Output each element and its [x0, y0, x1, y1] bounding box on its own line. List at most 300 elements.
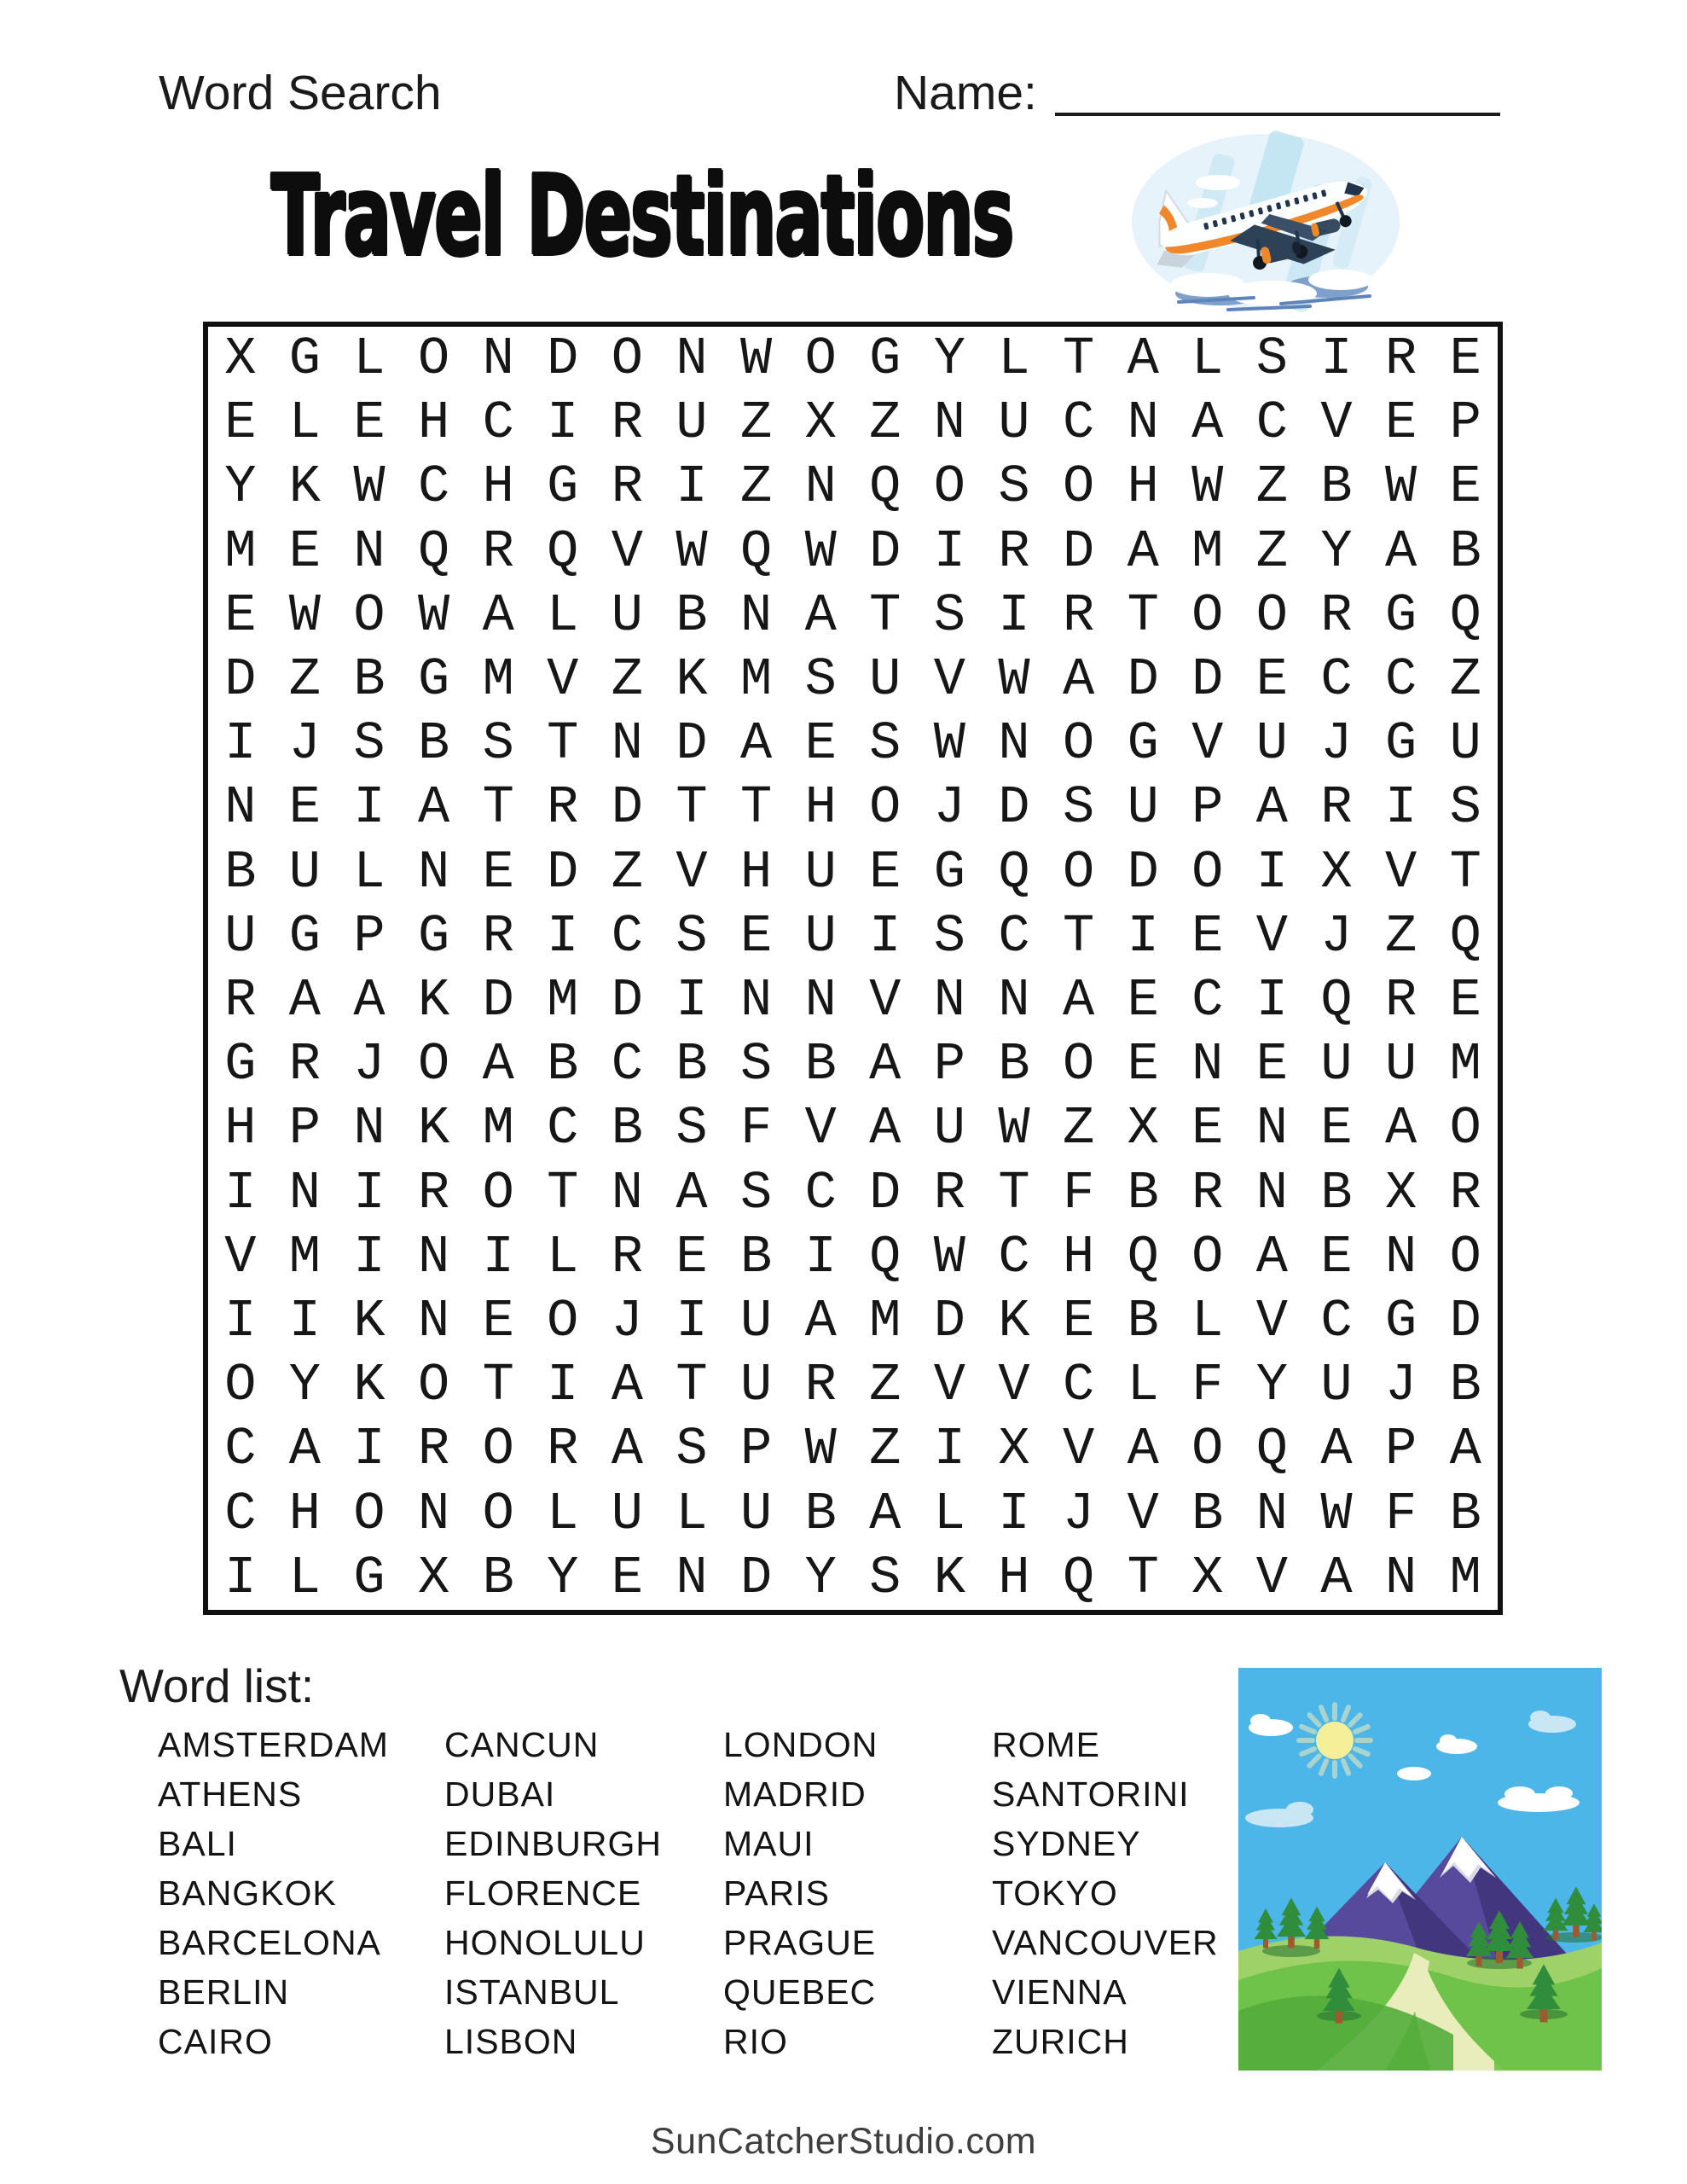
- grid-letter: O: [1062, 1034, 1095, 1095]
- word-list-item: EDINBURGH: [444, 1824, 663, 1863]
- grid-letter: U: [675, 392, 708, 454]
- grid-letter: N: [417, 1291, 450, 1352]
- word-list-item: ZURICH: [992, 2022, 1129, 2061]
- grid-letter: F: [1062, 1162, 1095, 1223]
- footer-site-text: SunCatcherStudio.com: [650, 2121, 1037, 2162]
- word-list-item: BERLIN: [158, 1972, 290, 2012]
- grid-letter: A: [1127, 520, 1159, 582]
- grid-letter: O: [353, 1483, 386, 1544]
- grid-letter: V: [1255, 905, 1288, 967]
- grid-letter: O: [482, 1162, 514, 1223]
- grid-letter: G: [288, 905, 321, 967]
- grid-letter: H: [482, 456, 514, 518]
- word-list-item: ROME: [992, 1725, 1100, 1764]
- grid-letter: I: [675, 1291, 708, 1352]
- grid-letter: E: [1320, 1226, 1353, 1287]
- grid-letter: R: [611, 392, 643, 454]
- grid-letter: J: [611, 1291, 643, 1352]
- word-list-item: MAUI: [723, 1824, 815, 1863]
- grid-letter: K: [998, 1291, 1030, 1352]
- grid-letter: B: [1449, 520, 1481, 582]
- grid-letter: E: [1320, 1098, 1353, 1159]
- word-list-item: VANCOUVER: [992, 1923, 1219, 1962]
- grid-letter: N: [1384, 1226, 1417, 1287]
- grid-letter: P: [1449, 392, 1481, 454]
- grid-letter: W: [1384, 456, 1417, 518]
- grid-letter: R: [1320, 777, 1353, 839]
- grid-letter: T: [482, 777, 514, 839]
- grid-letter: Y: [804, 1547, 837, 1608]
- grid-letter: X: [417, 1547, 450, 1608]
- grid-letter: Z: [869, 1419, 901, 1480]
- grid-letter: G: [417, 905, 450, 967]
- grid-letter: U: [739, 1355, 773, 1416]
- grid-letter: U: [1384, 1034, 1417, 1095]
- grid-letter: C: [1255, 392, 1288, 454]
- grid-letter: V: [933, 1355, 965, 1416]
- name-blank-line: [1055, 78, 1500, 116]
- grid-letter: R: [804, 1355, 837, 1416]
- grid-letter: L: [675, 1483, 708, 1544]
- grid-letter: R: [1384, 328, 1417, 390]
- grid-letter: X: [224, 328, 257, 390]
- grid-letter: A: [804, 584, 837, 646]
- grid-letter: N: [998, 713, 1030, 775]
- grid-letter: N: [417, 841, 450, 903]
- grid-letter: R: [417, 1162, 450, 1223]
- grid-letter: T: [675, 1355, 708, 1416]
- grid-letter: A: [1127, 1419, 1159, 1480]
- word-list-item: QUEBEC: [723, 1972, 877, 2012]
- grid-letter: I: [933, 520, 965, 582]
- word-list-item: BANGKOK: [158, 1873, 337, 1913]
- grid-letter: O: [804, 328, 837, 390]
- grid-letter: E: [1127, 970, 1159, 1031]
- grid-letter: U: [1320, 1034, 1353, 1095]
- grid-letter: D: [933, 1291, 965, 1352]
- grid-letter: R: [1449, 1162, 1481, 1223]
- grid-letter: A: [482, 1034, 514, 1095]
- grid-letter: P: [1384, 1419, 1417, 1480]
- word-list-item: ATHENS: [158, 1774, 303, 1814]
- puzzle-title: Travel Destinations: [271, 151, 1013, 281]
- grid-letter: U: [1320, 1355, 1353, 1416]
- grid-letter: X: [1384, 1162, 1417, 1223]
- grid-letter: L: [288, 1547, 321, 1608]
- grid-letter: E: [1449, 328, 1481, 390]
- grid-letter: H: [1127, 456, 1159, 518]
- grid-letter: U: [933, 1098, 965, 1159]
- grid-letter: D: [739, 1547, 773, 1608]
- grid-letter: O: [353, 584, 386, 646]
- grid-letter: G: [224, 1034, 257, 1095]
- grid-letter: C: [1320, 649, 1353, 711]
- grid-letter: O: [482, 1419, 514, 1480]
- grid-letter: A: [1255, 1226, 1288, 1287]
- grid-letter: N: [1191, 1034, 1224, 1095]
- grid-letter: A: [288, 970, 321, 1031]
- grid-letter: N: [804, 456, 837, 518]
- grid-letter: E: [224, 584, 257, 646]
- grid-letter: E: [482, 1291, 514, 1352]
- grid-letter: R: [611, 1226, 643, 1287]
- grid-letter: N: [739, 584, 773, 646]
- grid-letter: S: [1062, 777, 1095, 839]
- grid-letter: Z: [1062, 1098, 1095, 1159]
- grid-letter: P: [933, 1034, 965, 1095]
- grid-letter: N: [739, 970, 773, 1031]
- grid-letter: J: [1320, 905, 1353, 967]
- grid-letter: A: [869, 1034, 901, 1095]
- grid-letter: T: [675, 777, 708, 839]
- grid-letter: E: [1127, 1034, 1159, 1095]
- grid-letter: D: [224, 649, 257, 711]
- grid-letter: H: [804, 777, 837, 839]
- grid-letter: G: [933, 841, 965, 903]
- grid-letter: N: [1127, 392, 1159, 454]
- grid-letter: O: [933, 456, 965, 518]
- grid-letter: A: [1127, 328, 1159, 390]
- grid-letter: A: [1320, 1547, 1353, 1608]
- grid-letter: U: [804, 905, 837, 967]
- grid-letter: I: [353, 1226, 386, 1287]
- grid-letter: W: [1320, 1483, 1353, 1544]
- grid-letter: N: [675, 328, 708, 390]
- grid-letter: I: [998, 1483, 1030, 1544]
- grid-letter: S: [353, 713, 386, 775]
- grid-letter: G: [353, 1547, 386, 1608]
- grid-letter: I: [224, 1162, 257, 1223]
- grid-letter: Z: [869, 1355, 901, 1416]
- grid-letter: O: [1062, 456, 1095, 518]
- grid-letter: G: [1384, 1291, 1417, 1352]
- grid-letter: D: [547, 328, 579, 390]
- grid-letter: I: [353, 1419, 386, 1480]
- grid-letter: W: [933, 1226, 965, 1287]
- grid-letter: I: [869, 905, 901, 967]
- grid-letter: O: [1449, 1098, 1481, 1159]
- grid-letter: P: [353, 905, 386, 967]
- word-list-item: TOKYO: [992, 1873, 1118, 1913]
- grid-letter: R: [417, 1419, 450, 1480]
- grid-letter: B: [675, 584, 708, 646]
- grid-letter: J: [1320, 713, 1353, 775]
- grid-letter: A: [869, 1098, 901, 1159]
- grid-letter: E: [804, 713, 837, 775]
- grid-letter: O: [1191, 1419, 1224, 1480]
- grid-letter: A: [1449, 1419, 1481, 1480]
- grid-letter: I: [675, 456, 708, 518]
- grid-letter: B: [547, 1034, 579, 1095]
- grid-letter: N: [933, 970, 965, 1031]
- word-list-item: PARIS: [723, 1873, 830, 1913]
- grid-letter: I: [353, 1162, 386, 1223]
- grid-letter: D: [611, 777, 643, 839]
- grid-letter: R: [611, 456, 643, 518]
- airplane-illustration: [1126, 126, 1409, 316]
- grid-letter: T: [547, 1162, 579, 1223]
- grid-letter: R: [933, 1162, 965, 1223]
- grid-letter: D: [675, 713, 708, 775]
- grid-letter: I: [224, 1291, 257, 1352]
- word-list-item: RIO: [723, 2022, 788, 2061]
- grid-letter: H: [1062, 1226, 1095, 1287]
- grid-letter: A: [1255, 777, 1288, 839]
- grid-letter: R: [224, 970, 257, 1031]
- grid-letter: T: [1062, 328, 1095, 390]
- grid-letter: N: [998, 970, 1030, 1031]
- grid-letter: B: [224, 841, 257, 903]
- grid-letter: Z: [1255, 456, 1288, 518]
- word-list-column: [723, 1720, 1005, 2066]
- word-list-item: BALI: [158, 1824, 237, 1863]
- grid-letter: Z: [611, 841, 643, 903]
- grid-letter: Z: [611, 649, 643, 711]
- grid-letter: O: [1062, 841, 1095, 903]
- grid-letter: S: [739, 1034, 773, 1095]
- word-list-item: MADRID: [723, 1774, 867, 1814]
- grid-letter: O: [611, 328, 643, 390]
- grid-letter: P: [1191, 777, 1224, 839]
- grid-letter: W: [675, 520, 708, 582]
- grid-letter: I: [224, 1547, 257, 1608]
- word-list-item: AMSTERDAM: [158, 1725, 389, 1764]
- grid-letter: Q: [1062, 1547, 1095, 1608]
- grid-letter: A: [353, 970, 386, 1031]
- grid-letter: A: [417, 777, 450, 839]
- grid-letter: A: [804, 1291, 837, 1352]
- grid-letter: E: [353, 392, 386, 454]
- grid-letter: T: [547, 713, 579, 775]
- grid-letter: Q: [417, 520, 450, 582]
- grid-letter: T: [1449, 841, 1481, 903]
- grid-letter: G: [869, 328, 901, 390]
- grid-letter: Q: [1449, 905, 1481, 967]
- grid-letter: W: [998, 1098, 1030, 1159]
- grid-letter: R: [482, 905, 514, 967]
- grid-letter: S: [933, 584, 965, 646]
- grid-letter: Y: [933, 328, 965, 390]
- grid-letter: S: [675, 1419, 708, 1480]
- grid-letter: G: [417, 649, 450, 711]
- grid-letter: I: [998, 584, 1030, 646]
- grid-letter: M: [482, 649, 514, 711]
- grid-letter: V: [1255, 1547, 1288, 1608]
- grid-letter: D: [998, 777, 1030, 839]
- grid-letter: N: [353, 1098, 386, 1159]
- grid-letter: Q: [1449, 584, 1481, 646]
- grid-letter: E: [869, 841, 901, 903]
- grid-letter: S: [804, 649, 837, 711]
- grid-letter: I: [1255, 970, 1288, 1031]
- grid-letter: Q: [1320, 970, 1353, 1031]
- grid-letter: E: [675, 1226, 708, 1287]
- grid-letter: M: [288, 1226, 321, 1287]
- grid-letter: I: [1127, 905, 1159, 967]
- word-list-column: [992, 1720, 1273, 2066]
- grid-letter: J: [288, 713, 321, 775]
- grid-letter: B: [1320, 456, 1353, 518]
- grid-letter: J: [1062, 1483, 1095, 1544]
- grid-letter: A: [739, 713, 773, 775]
- grid-letter: W: [804, 1419, 837, 1480]
- word-list-item: HONOLULU: [444, 1923, 646, 1962]
- grid-letter: W: [1191, 456, 1224, 518]
- grid-letter: T: [1062, 905, 1095, 967]
- grid-letter: R: [547, 1419, 579, 1480]
- grid-letter: Z: [1384, 905, 1417, 967]
- grid-letter: K: [933, 1547, 965, 1608]
- word-list-item: DUBAI: [444, 1774, 556, 1814]
- grid-letter: I: [547, 905, 579, 967]
- grid-letter: B: [1449, 1355, 1481, 1416]
- grid-letter: K: [288, 456, 321, 518]
- grid-letter: D: [1062, 520, 1095, 582]
- grid-letter: D: [1127, 649, 1159, 711]
- grid-letter: N: [1255, 1162, 1288, 1223]
- grid-letter: S: [675, 1098, 708, 1159]
- grid-letter: F: [739, 1098, 773, 1159]
- grid-letter: B: [675, 1034, 708, 1095]
- grid-letter: I: [1255, 841, 1288, 903]
- grid-letter: V: [224, 1226, 257, 1287]
- grid-letter: O: [869, 777, 901, 839]
- grid-letter: S: [482, 713, 514, 775]
- grid-letter: L: [288, 392, 321, 454]
- grid-letter: E: [1191, 905, 1224, 967]
- grid-letter: O: [417, 328, 450, 390]
- grid-letter: E: [482, 841, 514, 903]
- grid-letter: W: [353, 456, 386, 518]
- grid-letter: O: [224, 1355, 257, 1416]
- grid-letter: T: [739, 777, 773, 839]
- grid-letter: W: [417, 584, 450, 646]
- grid-letter: S: [869, 1547, 901, 1608]
- grid-letter: M: [482, 1098, 514, 1159]
- grid-letter: W: [998, 649, 1030, 711]
- grid-letter: R: [482, 520, 514, 582]
- grid-letter: W: [933, 713, 965, 775]
- grid-letter: T: [869, 584, 901, 646]
- grid-letter: Z: [1255, 520, 1288, 582]
- grid-letter: R: [547, 777, 579, 839]
- grid-letter: J: [1384, 1355, 1417, 1416]
- grid-letter: U: [611, 584, 643, 646]
- grid-letter: Q: [1255, 1419, 1288, 1480]
- grid-letter: V: [998, 1355, 1030, 1416]
- grid-letter: K: [417, 970, 450, 1031]
- grid-letter: V: [1384, 841, 1417, 903]
- grid-letter: V: [804, 1098, 837, 1159]
- grid-letter: Z: [288, 649, 321, 711]
- grid-letter: E: [1384, 392, 1417, 454]
- word-list-item: FLORENCE: [444, 1873, 642, 1913]
- grid-letter: F: [1384, 1483, 1417, 1544]
- grid-letter: L: [1191, 1291, 1224, 1352]
- grid-letter: O: [1191, 841, 1224, 903]
- grid-letter: E: [1062, 1291, 1095, 1352]
- grid-letter: N: [1255, 1483, 1288, 1544]
- grid-letter: I: [675, 970, 708, 1031]
- grid-letter: L: [353, 841, 386, 903]
- grid-letter: D: [1191, 649, 1224, 711]
- grid-letter: I: [1320, 328, 1353, 390]
- grid-letter: H: [417, 392, 450, 454]
- word-list-item: CANCUN: [444, 1725, 600, 1764]
- grid-letter: M: [1449, 1034, 1481, 1095]
- grid-letter: N: [611, 713, 643, 775]
- grid-letter: A: [611, 1355, 643, 1416]
- grid-letter: M: [739, 649, 773, 711]
- word-list: [158, 1720, 1232, 2078]
- grid-letter: N: [353, 520, 386, 582]
- grid-letter: B: [1191, 1483, 1224, 1544]
- grid-letter: E: [1449, 970, 1481, 1031]
- grid-letter: J: [353, 1034, 386, 1095]
- grid-letter: B: [611, 1098, 643, 1159]
- grid-letter: E: [1449, 456, 1481, 518]
- grid-letter: K: [353, 1355, 386, 1416]
- grid-letter: B: [1320, 1162, 1353, 1223]
- grid-letter: D: [482, 970, 514, 1031]
- grid-letter: N: [288, 1162, 321, 1223]
- grid-letter: O: [482, 1483, 514, 1544]
- grid-letter: G: [1384, 584, 1417, 646]
- grid-letter: U: [1449, 713, 1481, 775]
- grid-letter: U: [224, 905, 257, 967]
- word-list-item: VIENNA: [992, 1972, 1128, 2012]
- grid-letter: L: [933, 1483, 965, 1544]
- puzzle-grid: [203, 322, 1503, 1615]
- grid-letter: C: [417, 456, 450, 518]
- grid-letter: A: [869, 1483, 901, 1544]
- grid-letter: S: [1255, 328, 1288, 390]
- grid-letter: C: [998, 1226, 1030, 1287]
- grid-letter: K: [675, 649, 708, 711]
- grid-letter: E: [1191, 1098, 1224, 1159]
- grid-letter: A: [1062, 970, 1095, 1031]
- grid-letter: W: [804, 520, 837, 582]
- grid-letter: O: [1191, 1226, 1224, 1287]
- word-list-column: [158, 1720, 439, 2066]
- grid-letter: C: [611, 1034, 643, 1095]
- grid-letter: M: [1191, 520, 1224, 582]
- grid-letter: L: [547, 584, 579, 646]
- grid-letter: L: [1127, 1355, 1159, 1416]
- grid-letter: O: [417, 1034, 450, 1095]
- grid-letter: C: [482, 392, 514, 454]
- grid-letter: S: [933, 905, 965, 967]
- grid-letter: V: [1320, 392, 1353, 454]
- grid-letter: R: [1384, 970, 1417, 1031]
- grid-letter: U: [288, 841, 321, 903]
- grid-letter: U: [998, 392, 1030, 454]
- sun-icon: [1299, 1705, 1371, 1776]
- grid-letter: Z: [869, 392, 901, 454]
- grid-letter: N: [224, 777, 257, 839]
- grid-letter: E: [288, 520, 321, 582]
- grid-letter: T: [482, 1355, 514, 1416]
- grid-letter: V: [1062, 1419, 1095, 1480]
- grid-letter: E: [611, 1547, 643, 1608]
- grid-letter: E: [224, 392, 257, 454]
- grid-letter: H: [739, 841, 773, 903]
- grid-letter: C: [1320, 1291, 1353, 1352]
- grid-letter: D: [1127, 841, 1159, 903]
- grid-letter: V: [675, 841, 708, 903]
- grid-letter: X: [998, 1419, 1030, 1480]
- grid-letter: I: [353, 777, 386, 839]
